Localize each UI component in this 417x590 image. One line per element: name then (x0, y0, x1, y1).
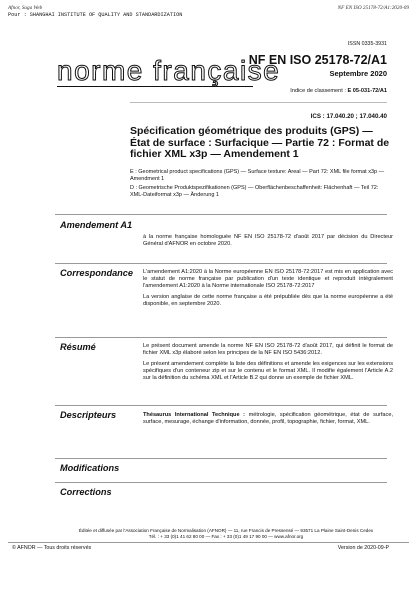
header-source-line: Afnor, Saga Web (8, 5, 43, 11)
resume-paragraph-1: Le présent document amende la norme NF EN ISO 25178-72 d'août 2017, qui définit le format de fichier XML x3p élaboré selon les principes de la NF EN ISO 5436:2012. (143, 343, 393, 356)
classification-value: E 05-031-72/A1 (347, 88, 387, 94)
section-body-correspondance (143, 269, 393, 308)
section-divider (55, 214, 387, 215)
english-title: E : Geometrical product specifications (GPS) — Surface texture: Areal — Part 72: XML file format x3p — Amendment 1 (130, 169, 385, 183)
copyright-notice: © AFNOR — Tous droits réservés (12, 545, 92, 551)
section-label-modifications: Modifications (60, 463, 120, 473)
issn-number: ISSN 0335-3931 (347, 41, 387, 47)
section-label-correspondance: Correspondance (60, 268, 134, 278)
publisher-contact: Tél. : + 33 (0)1 41 62 80 00 — Fax : + 33 (0)1 49 17 90 00 — www.afnor.org (148, 534, 304, 540)
footer-divider (8, 542, 409, 543)
version-label: Version de 2020-09-P (337, 545, 389, 551)
publisher-info (60, 528, 392, 540)
section-body-descripteurs (143, 412, 393, 426)
section-divider (55, 263, 387, 264)
norme-francaise-logo: norme française (57, 55, 281, 86)
descripteurs-text (143, 412, 393, 426)
classification-label: Indice de classement : (290, 88, 348, 94)
amendement-text: à la norme française homologuée NF EN ISO 25178-72 d'août 2017 par décision du Directeur Général d'AFNOR en octobre 2020. (143, 234, 393, 247)
ics-codes: ICS : 17.040.20 ; 17.040.40 (310, 113, 387, 120)
section-divider (55, 337, 387, 338)
section-divider (55, 482, 387, 483)
section-label-descripteurs: Descripteurs (60, 410, 117, 420)
publisher-address: Éditée et diffusée par l'Association Française de Normalisation (AFNOR) — 11, rue Francis de Pressensé — 93571 La Plaine Saint-Denis Cedex (78, 528, 374, 533)
section-divider (55, 405, 387, 406)
page-header-source (8, 5, 182, 19)
section-label-resume: Résumé (60, 342, 96, 352)
thesaurus-label: Thésaurus International Technique : (143, 412, 245, 418)
resume-paragraph-2: Le présent amendement complète la liste des définitions et amende les exigences sur les extensions spécifiques d'un conteneur zip et sur le contenu et le format XML. Il modifie également l'Article A.2 sur la définition du schéma XML et l'Article B.2 qui donne un exemple de fichier XML. (143, 361, 393, 381)
header-licensee-line: Pour : SHANGHAI INSTITUTE OF QUALITY AND STANDARDIZATION (8, 12, 183, 18)
correspondance-paragraph-1: L'amendement A1:2020 à la Norme européenne EN ISO 25178-72:2017 est mis en application avec le statut de norme française par publication d'un texte identique et reproduit intégralement l'amendement A1:2020 à la Norme internationale ISO 25178-72:2017 (143, 269, 393, 289)
section-body-resume (143, 343, 393, 382)
thesaurus-keywords: métrologie, spécification géométrique, état de surface, surface, mesurage, échange d'information, donnée, profil, topographie, fichier, format, XML. (143, 412, 393, 425)
german-title: D : Geometrische Produktspezifikationen (GPS) — Oberflächenbeschaffenheit: Flächenhaft — Teil 72: XML-Dateiformat x3p — Änderung 1 (130, 185, 379, 199)
document-title: Spécification géométrique des produits (GPS) — État de surface : Surfacique — Partie 72 : Format de fichier XML x3p — Amendement 1 (130, 125, 390, 160)
correspondance-paragraph-2: La version anglaise de cette norme française a été prépubliée dès que la norme européenne a été disponible, en septembre 2020. (143, 294, 393, 307)
section-label-corrections: Corrections (60, 487, 112, 497)
logo-underline (57, 86, 253, 87)
section-label-amendement: Amendement A1 (60, 220, 133, 230)
standard-number: NF EN ISO 25178-72/A1 (248, 53, 387, 67)
classification-index (290, 88, 387, 94)
section-divider (55, 458, 387, 459)
section-body-amendement (143, 234, 393, 248)
standard-date: Septembre 2020 (329, 69, 387, 78)
header-document-ref: NF EN ISO 25178-72/A1:2020-09 (337, 5, 409, 11)
divider (130, 102, 387, 103)
